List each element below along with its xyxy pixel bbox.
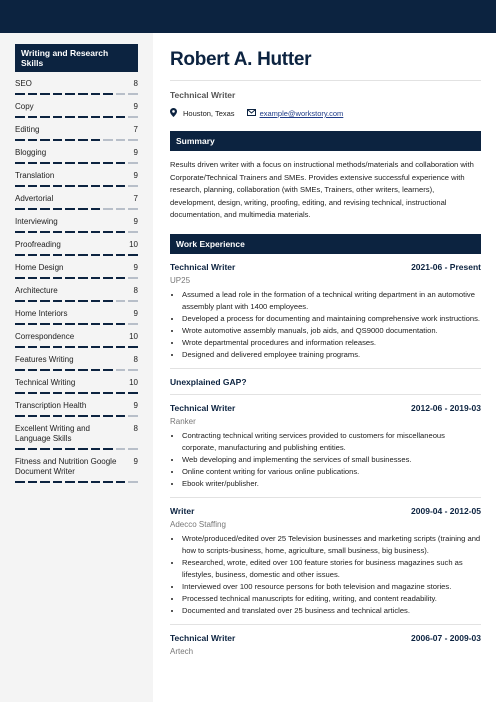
summary-heading: Summary bbox=[170, 131, 481, 151]
skill-item bbox=[15, 302, 138, 325]
skill-item bbox=[15, 417, 138, 450]
job-company: Ranker bbox=[170, 416, 196, 426]
skill-level: 10 bbox=[129, 240, 138, 249]
skill-level: 9 bbox=[133, 457, 138, 466]
job-bullet: • Online content writing for various online publications. bbox=[182, 466, 481, 478]
skill-level-segment bbox=[116, 481, 126, 483]
skill-item bbox=[15, 325, 138, 348]
job-title: Unexplained GAP? bbox=[170, 376, 247, 387]
skill-name: Blogging bbox=[15, 148, 47, 157]
main-content bbox=[170, 33, 481, 656]
job-bullet: • Wrote departmental procedures and information releases. bbox=[182, 337, 481, 349]
job-bullets bbox=[170, 289, 481, 361]
skill-item bbox=[15, 164, 138, 187]
job-title: Technical Writer bbox=[170, 632, 236, 643]
job-divider bbox=[170, 394, 481, 395]
skill-name: Technical Writing bbox=[15, 378, 76, 387]
skill-name: Architecture bbox=[15, 286, 58, 295]
job-bullet: • Researched, wrote, edited over 100 feature stories for business magazines such as lifestyles, business, domestic and other issues. bbox=[182, 557, 481, 581]
skill-level: 9 bbox=[133, 263, 138, 272]
job-bullet: • Designed and delivered employee training programs. bbox=[182, 349, 481, 361]
skill-item bbox=[15, 187, 138, 210]
skills-list bbox=[15, 72, 153, 483]
skill-name: Advertorial bbox=[15, 194, 54, 203]
skill-name: Translation bbox=[15, 171, 55, 180]
skill-item bbox=[15, 95, 138, 118]
job-divider bbox=[170, 624, 481, 625]
skill-level-segment bbox=[15, 481, 25, 483]
job-entry bbox=[170, 262, 481, 361]
skill-name: Copy bbox=[15, 102, 34, 111]
job-entry bbox=[170, 377, 481, 387]
skill-level: 10 bbox=[129, 378, 138, 387]
job-dates: 2009-04 - 2012-05 bbox=[411, 505, 481, 516]
skill-level: 8 bbox=[133, 79, 138, 88]
job-title: Technical Writer bbox=[170, 261, 236, 272]
skill-item bbox=[15, 72, 138, 95]
top-banner bbox=[0, 0, 496, 33]
skill-level-segment bbox=[40, 481, 50, 483]
candidate-job-title: Technical Writer bbox=[170, 90, 236, 100]
job-bullet: • Assumed a lead role in the formation of a technical writing department in an automotive assembly plant with 1400 employees. bbox=[182, 289, 481, 313]
job-bullet: • Contracting technical writing services provided to customers for miscellaneous corporate, manufacturing and publishing entities. bbox=[182, 430, 481, 454]
skill-name: Features Writing bbox=[15, 355, 74, 364]
job-bullet: • Wrote/produced/edited over 25 Television businesses and marketing scripts (training and how to scripts-business, home, agriculture, small business, big business). bbox=[182, 533, 481, 557]
skill-item bbox=[15, 233, 138, 256]
job-company: Artech bbox=[170, 646, 194, 656]
job-divider bbox=[170, 368, 481, 369]
skill-level-segment bbox=[53, 481, 63, 483]
skill-level-segment bbox=[65, 481, 75, 483]
job-company: Adecco Staffing bbox=[170, 519, 226, 529]
skill-item bbox=[15, 141, 138, 164]
skill-level: 8 bbox=[133, 424, 138, 433]
skill-name: Proofreading bbox=[15, 240, 61, 249]
skill-level: 9 bbox=[133, 309, 138, 318]
skills-section-title: Writing and Research Skills bbox=[15, 44, 138, 72]
skill-item bbox=[15, 394, 138, 417]
job-dates: 2006-07 - 2009-03 bbox=[411, 632, 481, 643]
job-bullets bbox=[170, 533, 481, 617]
skill-level: 8 bbox=[133, 355, 138, 364]
work-experience-heading: Work Experience bbox=[170, 234, 481, 254]
job-title: Writer bbox=[170, 505, 195, 516]
location-pin-icon bbox=[170, 108, 177, 119]
job-company: UP25 bbox=[170, 275, 191, 285]
job-bullet: • Interviewed over 100 resource persons for both television and magazine stories. bbox=[182, 581, 481, 593]
skill-name: Home Interiors bbox=[15, 309, 68, 318]
skill-level: 8 bbox=[133, 286, 138, 295]
skill-item bbox=[15, 348, 138, 371]
skill-level-bar bbox=[15, 481, 138, 483]
job-bullet: • Developed a process for documenting and maintaining comprehensive work instructions. bbox=[182, 313, 481, 325]
contact-row bbox=[170, 108, 481, 119]
skill-level-segment bbox=[28, 481, 38, 483]
divider bbox=[170, 80, 481, 81]
job-dates: 2012-06 - 2019-03 bbox=[411, 402, 481, 413]
skill-level: 9 bbox=[133, 102, 138, 111]
skill-level: 9 bbox=[133, 217, 138, 226]
job-bullet: • Documented and translated over 25 business and technical articles. bbox=[182, 605, 481, 617]
skill-item bbox=[15, 371, 138, 394]
job-entry bbox=[170, 506, 481, 617]
skill-level: 9 bbox=[133, 171, 138, 180]
skill-level: 9 bbox=[133, 148, 138, 157]
skill-item bbox=[15, 279, 138, 302]
skill-level-segment bbox=[128, 481, 138, 483]
job-bullet: • Ebook writer/publisher. bbox=[182, 478, 481, 490]
skill-level: 7 bbox=[133, 125, 138, 134]
skill-item bbox=[15, 210, 138, 233]
skill-name: Home Design bbox=[15, 263, 64, 272]
mail-icon bbox=[247, 109, 256, 118]
skill-name: Editing bbox=[15, 125, 40, 134]
job-bullet: • Processed technical manuscripts for editing, writing, and content readability. bbox=[182, 593, 481, 605]
job-entry bbox=[170, 633, 481, 656]
skill-level-segment bbox=[78, 481, 88, 483]
skill-name: Transcription Health bbox=[15, 401, 87, 410]
skill-name: Excellent Writing and Language Skills bbox=[15, 424, 90, 443]
skill-level-segment bbox=[103, 481, 113, 483]
job-divider bbox=[170, 497, 481, 498]
job-title: Technical Writer bbox=[170, 402, 236, 413]
skill-item bbox=[15, 118, 138, 141]
job-dates: 2021-06 - Present bbox=[411, 261, 481, 272]
skill-level: 10 bbox=[129, 332, 138, 341]
skill-level: 7 bbox=[133, 194, 138, 203]
summary-text: Results driven writer with a focus on instructional methods/materials and collaboration with Corporate/Technical Trainers and SMEs. Provides extensive successful experience with research, planning, collaboration (with SMEs, Trainers, other writers, learners), development, design, writing, proofing, editing, and revising technical, instructional documentation, and multimedia materials. bbox=[170, 160, 474, 219]
skill-level: 9 bbox=[133, 401, 138, 410]
job-bullets bbox=[170, 430, 481, 490]
location-text: Houston, Texas bbox=[183, 109, 235, 118]
skill-level-segment bbox=[91, 481, 101, 483]
job-bullet: • Wrote automotive assembly manuals, job aids, and QS9000 documentation. bbox=[182, 325, 481, 337]
sidebar bbox=[0, 33, 153, 702]
skill-name: Fitness and Nutrition Google Document Writer bbox=[15, 457, 117, 476]
skill-name: SEO bbox=[15, 79, 32, 88]
job-bullet: • Web developing and implementing the services of small businesses. bbox=[182, 454, 481, 466]
candidate-name: Robert A. Hutter bbox=[170, 49, 312, 70]
skill-item bbox=[15, 256, 138, 279]
skill-item bbox=[15, 450, 138, 483]
skill-name: Interviewing bbox=[15, 217, 58, 226]
job-entry bbox=[170, 403, 481, 490]
email-link[interactable]: example@workstory.com bbox=[259, 109, 344, 118]
skill-name: Correspondence bbox=[15, 332, 75, 341]
jobs-list bbox=[170, 262, 481, 656]
